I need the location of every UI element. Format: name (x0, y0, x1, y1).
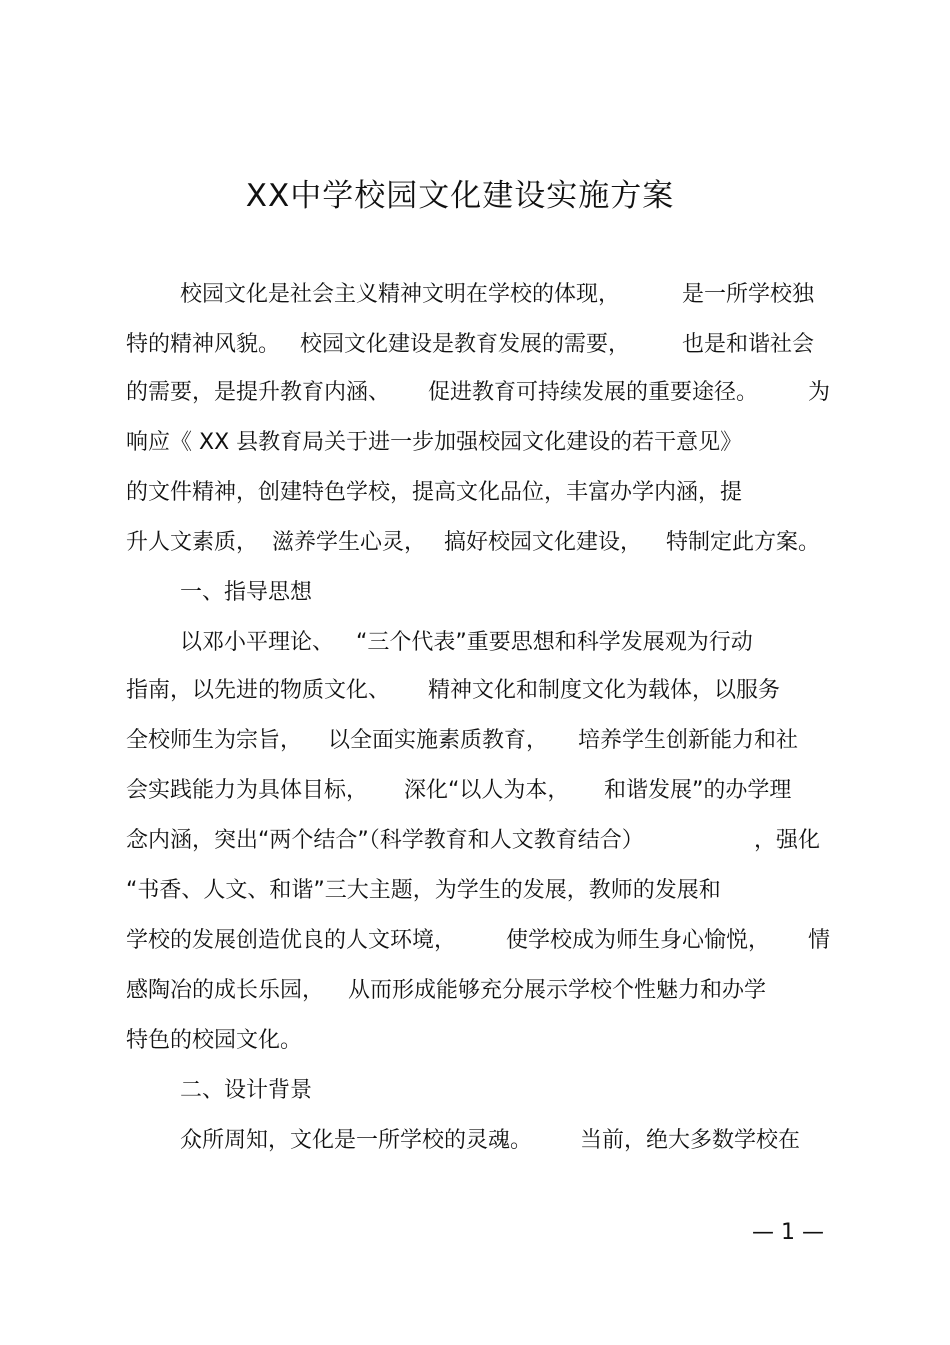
text-segment: 深化“以人为本， (404, 778, 570, 803)
text-segment: 会实践能力为具体目标， (126, 778, 369, 803)
text-segment: 特制定此方案。 (666, 530, 821, 555)
text-segment: ，强化 (754, 828, 821, 853)
text-segment: 全校师生为宗旨， (126, 728, 303, 753)
text-segment: 特色的校园文化。 (126, 1028, 303, 1053)
text-segment: 搞好校园文化建设， (444, 530, 643, 555)
text-segment: 校园文化建设是教育发展的需要， (300, 332, 631, 357)
text-segment: 情 (808, 928, 831, 953)
text-segment: 精神文化和制度文化为载体，以服务 (428, 678, 781, 703)
text-segment: 培养学生创新能力和社 (578, 728, 799, 753)
text-segment: 学校的发展创造优良的人文环境， (126, 928, 457, 953)
text-segment: 和谐发展”的办学理 (604, 778, 792, 803)
text-segment: 当前，绝大多数学校在 (580, 1128, 801, 1153)
text-segment: 以全面实施素质教育， (328, 728, 549, 753)
text-segment: “三个代表”重要思想和科学发展观为行动 (356, 630, 753, 655)
text-segment: 也是和谐社会 (682, 332, 815, 357)
text-segment: 使学校成为师生身心愉悦， (506, 928, 771, 953)
text-segment: 念内涵，突出“两个结合”（科学教育和人文教育结合） (126, 828, 644, 853)
text-segment: 众所周知，文化是一所学校的灵魂。 (180, 1128, 533, 1153)
text-segment: 的需要，是提升教育内涵、 (126, 380, 391, 405)
text-segment: 是一所学校独 (682, 282, 815, 307)
text-segment: 促进教育可持续发展的重要途径。 (428, 380, 759, 405)
text-segment: 为 (808, 380, 831, 405)
text-segment: 感陶冶的成长乐园， (126, 978, 325, 1003)
page-number: — 1 — (752, 1220, 824, 1245)
text-segment: 指南，以先进的物质文化、 (126, 678, 391, 703)
text-segment: 一、指导思想 (180, 580, 313, 605)
text-segment: “书香、人文、和谐”三大主题，为学生的发展，教师的发展和 (126, 878, 721, 903)
text-segment: 滋养学生心灵， (272, 530, 427, 555)
text-segment: 的文件精神，创建特色学校，提高文化品位，丰富办学内涵，提 (126, 480, 743, 505)
text-segment: 特的精神风貌。 (126, 332, 281, 357)
text-segment: 响应《 XX 县教育局关于进一步加强校园文化建设的若干意见》 (126, 430, 743, 455)
text-segment: 升人文素质， (126, 530, 259, 555)
document-title: XX中学校园文化建设实施方案 (245, 178, 675, 214)
text-segment: 从而形成能够充分展示学校个性魅力和办学 (348, 978, 767, 1003)
text-segment: 以邓小平理论、 (180, 630, 335, 655)
text-segment: 二、设计背景 (180, 1078, 313, 1103)
text-segment: 校园文化是社会主义精神文明在学校的体现， (180, 282, 621, 307)
